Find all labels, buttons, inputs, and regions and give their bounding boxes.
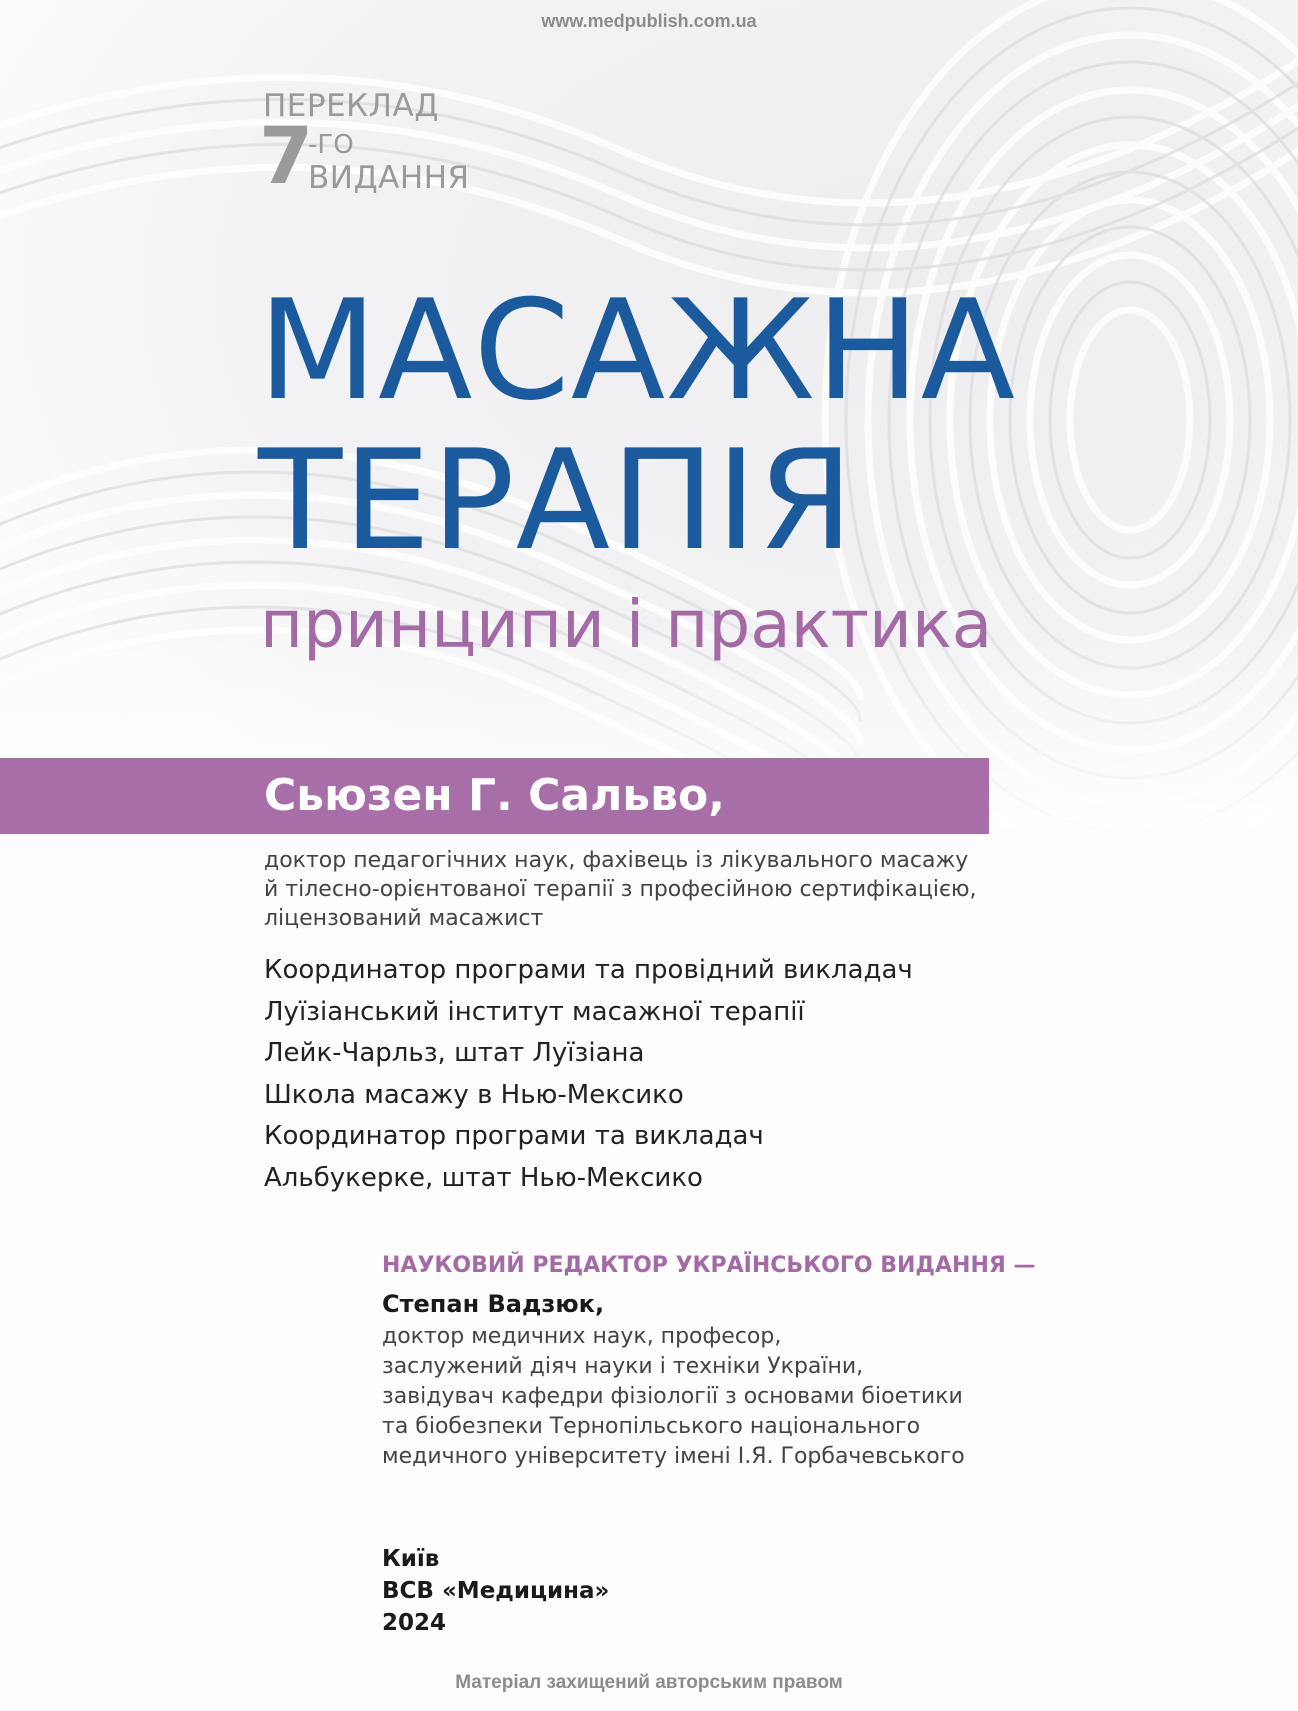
author-affiliations (264, 950, 913, 1199)
editor-credential-line: завідувач кафедри фізіології з основами біоетики (382, 1384, 963, 1409)
affiliation-line: Школа масажу в Нью-Мексико (264, 1079, 684, 1110)
editor-credential-line: та біобезпеки Тернопільського національного (382, 1414, 921, 1439)
edition-ordinal-suffix: -ГО (308, 130, 354, 160)
edition-translation-label: ПЕРЕКЛАД (263, 88, 439, 124)
author-credential-line: ліцензований масажист (264, 906, 544, 931)
edition-number: 7 (259, 112, 314, 202)
affiliation-line: Лейк-Чарльз, штат Луїзіана (264, 1038, 645, 1068)
edition-word: ВИДАННЯ (308, 160, 470, 196)
author-name: Сьюзен Г. Сальво, (264, 770, 725, 821)
scientific-editor-name: Степан Вадзюк, (382, 1290, 605, 1318)
copyright-watermark: Матеріал захищений авторським правом (455, 1672, 843, 1693)
affiliation-line: Координатор програми та провідний викладач (264, 955, 913, 985)
editor-credential-line: доктор медичних наук, професор, (382, 1324, 782, 1349)
author-credentials (264, 846, 977, 933)
imprint (382, 1543, 609, 1639)
book-subtitle: принципи і практика (260, 586, 993, 663)
imprint-city: Київ (382, 1546, 440, 1572)
author-credential-line: доктор педагогічних наук, фахівець із лікувального масажу (264, 848, 969, 873)
affiliation-line: Альбукерке, штат Нью-Мексико (264, 1162, 703, 1193)
imprint-publisher: ВСВ «Медицина» (382, 1578, 610, 1604)
editor-credential-line: медичного університету імені І.Я. Горбачевського (382, 1444, 965, 1469)
scientific-editor-heading: НАУКОВИЙ РЕДАКТОР УКРАЇНСЬКОГО ВИДАННЯ — (382, 1253, 1036, 1278)
scientific-editor-credentials (382, 1322, 965, 1472)
editor-credential-line: заслужений діяч науки і техніки України, (382, 1354, 864, 1379)
imprint-year: 2024 (382, 1610, 447, 1636)
publisher-url-watermark: www.medpublish.com.ua (541, 11, 757, 31)
affiliation-line: Координатор програми та викладач (264, 1121, 764, 1151)
book-title-line-1: МАСАЖНА (258, 270, 1017, 431)
author-credential-line: й тілесно-орієнтованої терапії з професійною сертифікацією, (264, 877, 977, 902)
affiliation-line: Луїзіанський інститут масажної терапії (264, 996, 805, 1027)
book-title-line-2: ТЕРАПІЯ (258, 420, 855, 581)
